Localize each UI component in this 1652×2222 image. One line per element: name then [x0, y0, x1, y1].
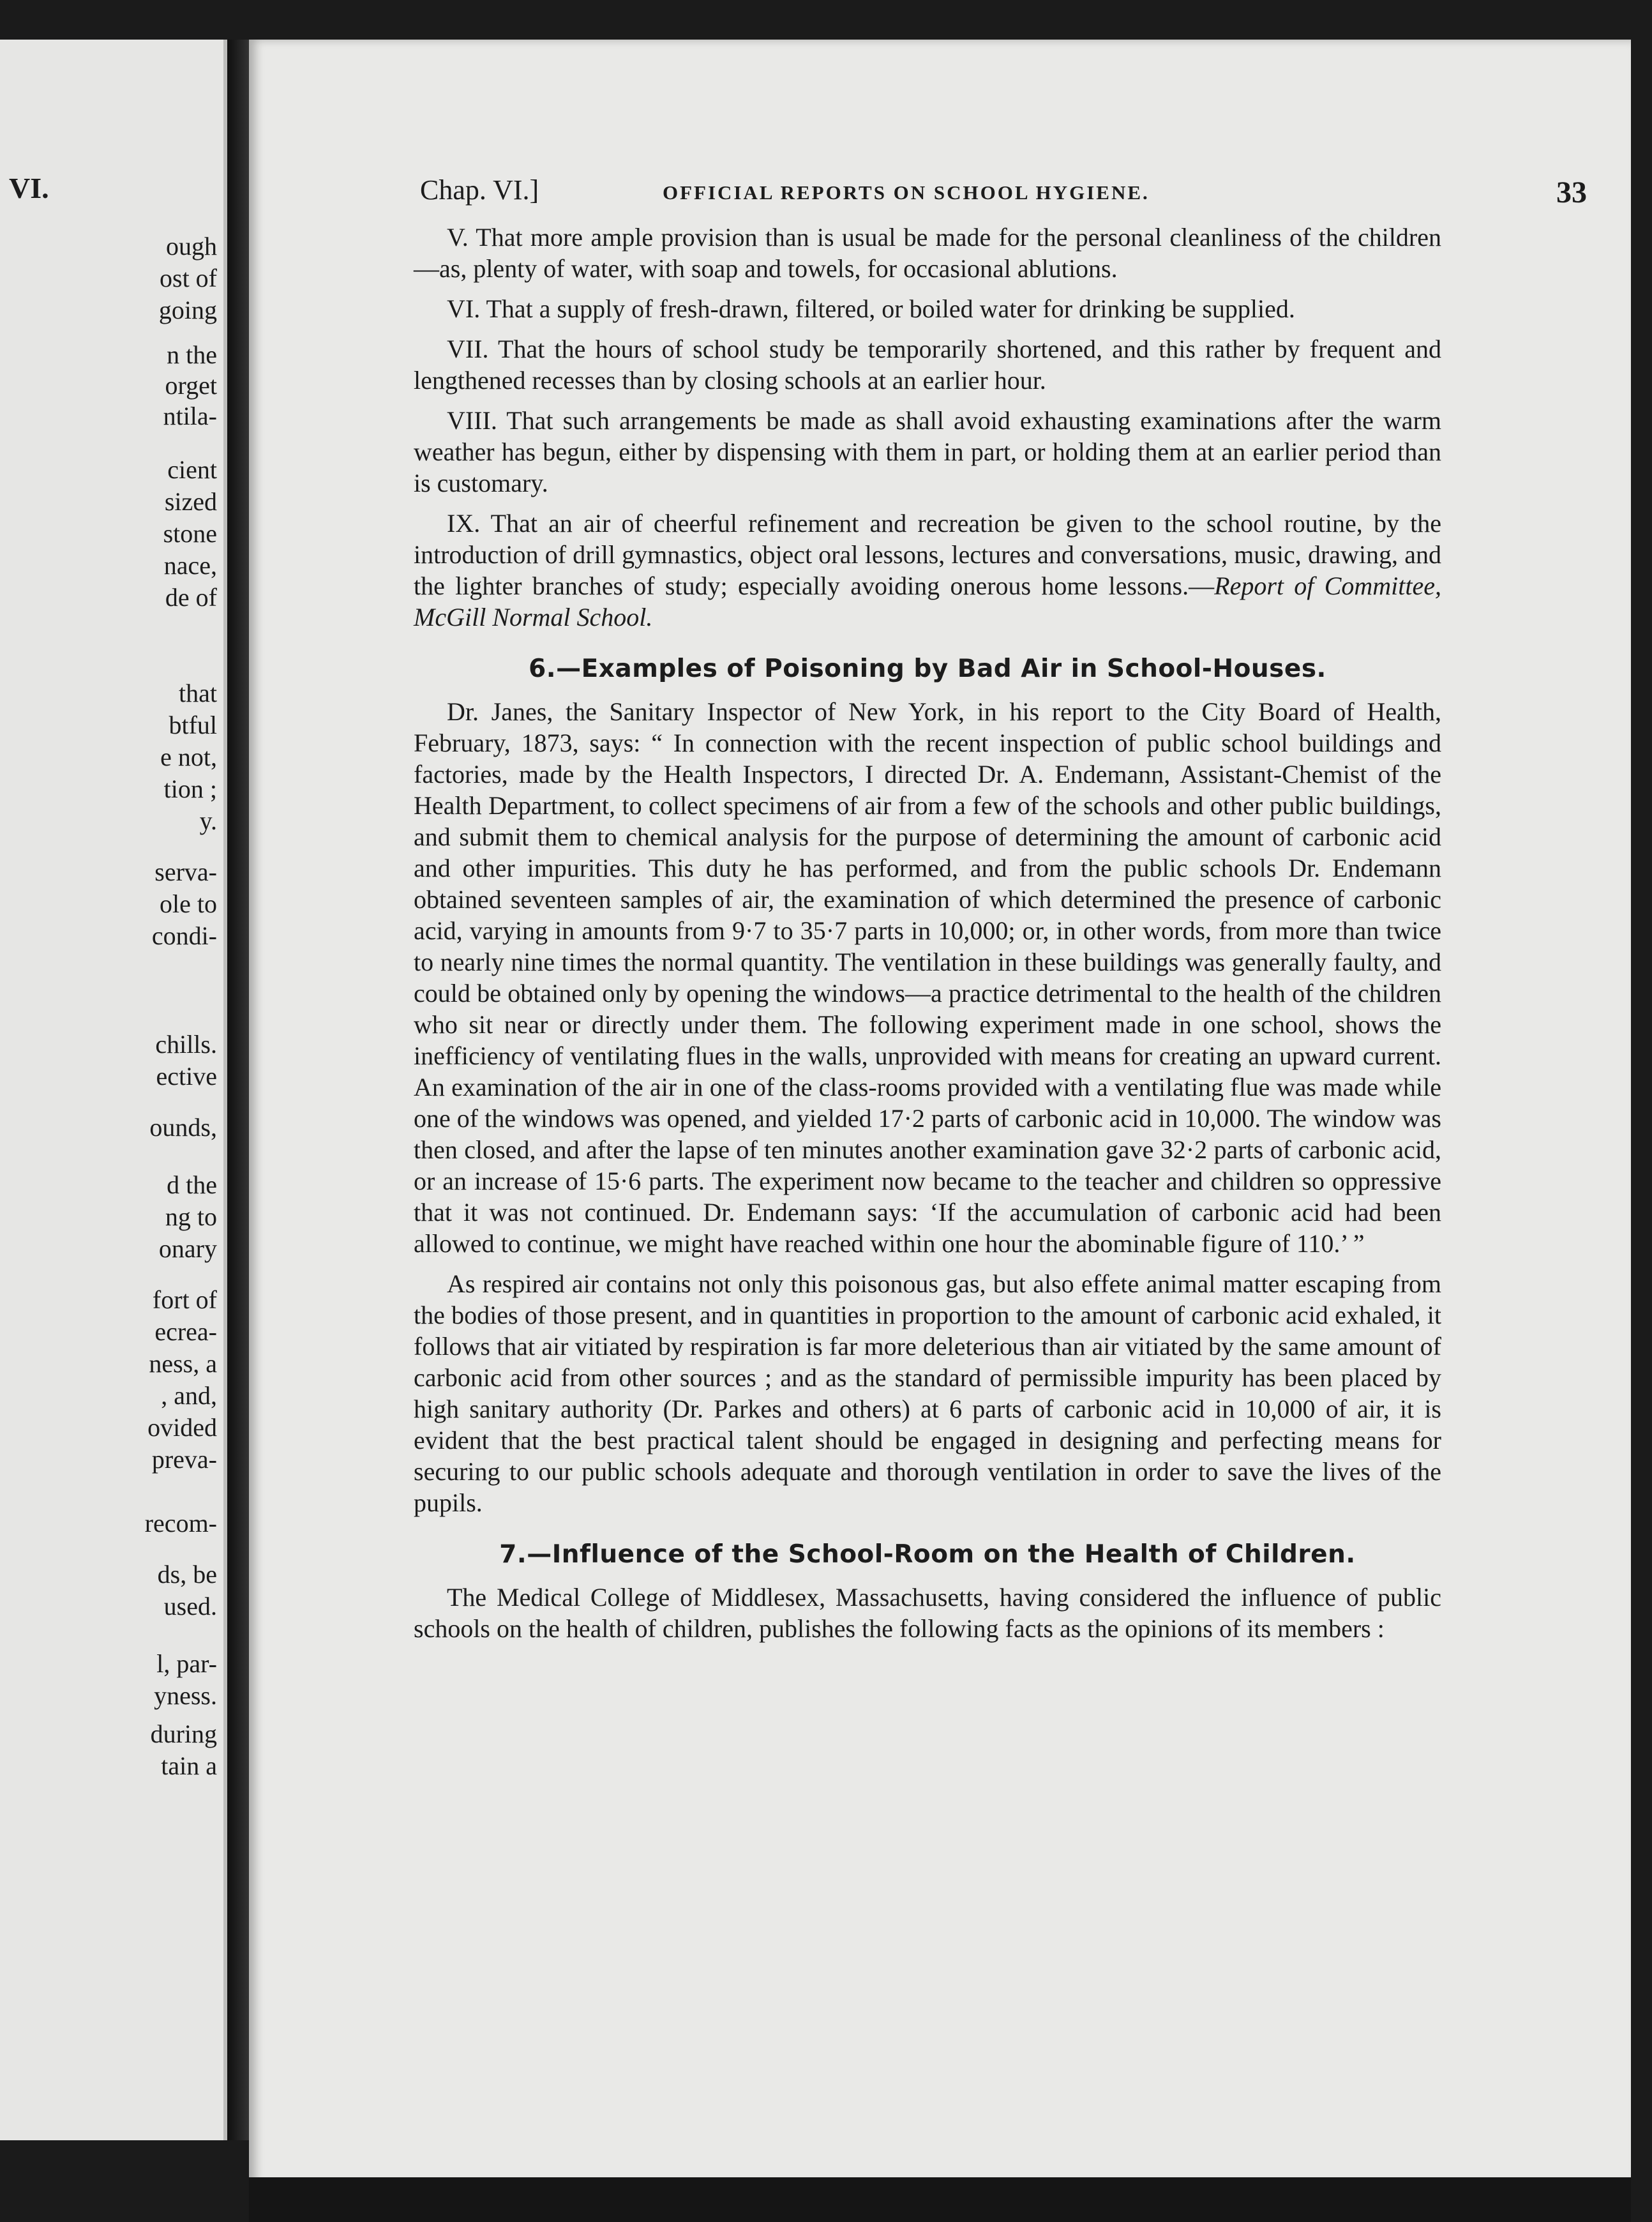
resolution-ix-text: IX. That an air of cheerful refinement and recreation be given to the school routine, by the introduction of drill gymnastics, object oral lessons, lectures and conversations, music, drawing, and the lighter branches of study; especially avoiding onerous home lessons.—	[414, 509, 1441, 600]
previous-page-line: onary	[158, 1234, 217, 1263]
previous-page-line: fort of	[152, 1285, 217, 1314]
previous-page-line: cient	[167, 455, 217, 484]
paragraph-resolution-vii: VII. That the hours of school study be temporarily shortened, and this rather by frequent and lengthened recesses than by closing schools at an earlier hour.	[414, 335, 1441, 395]
paragraph-medical-college: The Medical College of Middlesex, Massachusetts, having considered the influence of public schools on the health of children, publishes the following facts as the opinions of its members :	[414, 1583, 1441, 1643]
citation: Report of Committee, McGill Normal School.	[414, 571, 1442, 631]
previous-page-line: de of	[165, 583, 217, 612]
chapter-reference: Chap. VI.]	[420, 174, 539, 206]
previous-page-line: l, par-	[156, 1649, 217, 1678]
paragraph-respired-air: As respired air contains not only this poisonous gas, but also effete animal matter escaping from the bodies of those present, and in quantities in proportion to the amount of carbonic acid exhaled, it follows that air vitiated by respiration is far more deleterious than air vitiated by the same amount of carbonic acid from other sources ; and as the standard of permissible impurity has been placed by high sanitary authority (Dr. Parkes and others) at 6 parts of carbonic acid in 10,000 of air, it is evident that the best practical talent should be engaged in designing and perfecting means for securing to our public schools adequate and thorough ventilation in order to save the lives of the pupils.	[414, 1269, 1441, 1517]
previous-page-chapter-header: VI.	[9, 172, 49, 204]
previous-page-line: ost of	[160, 264, 217, 292]
previous-page-line: chills.	[155, 1030, 217, 1059]
previous-page-line: ds, be	[157, 1560, 217, 1589]
book-page	[249, 40, 1631, 2185]
page-body	[414, 222, 1441, 1653]
previous-page-line: ough	[166, 232, 217, 261]
paragraph-dr-janes-report: Dr. Janes, the Sanitary Inspector of New York, in his report to the City Board of Health, February, 1873, says: “ In connection with the recent inspection of public school buildings and factories, made by the Health Inspectors, I directed Dr. A. Endemann, Assistant-Chemist of the Health Department, to collect specimens of air from a few of the schools and other public buildings, and submit them to chemical analysis for the purpose of determining the amount of carbonic acid and other impurities. This duty he has performed, and from the public schools Dr. Endemann obtained seventeen samples of air, the examination of which determined the presence of carbonic acid, varying in amounts from 9·7 to 35·7 parts in 10,000; or, in other words, from more than twice to nearly nine times the normal quantity. The ventilation in these buildings was generally faulty, and could be obtained only by opening the windows—a practice detrimental to the health of the children who sit near or directly under them. The following experiment made in one school, shows the inefficiency of ventilating flues in the walls, unprovided with means for creating an upward current. An examination of the air in one of the class-rooms provided with a ventilating flue was made while one of the windows was opened, and yielded 17·2 parts of carbonic acid in 10,000. The window was then closed, and after the lapse of ten minutes another examination gave 32·2 parts of carbonic acid, or an increase of 15·6 parts. The experiment now became to the teacher and children so oppressive that it was not continued. Dr. Endemann says: ‘If the accumulation of carbonic acid had been allowed to continue, we might have reached within one hour the abominable figure of 110.’ ”	[414, 697, 1441, 1258]
paragraph-resolution-viii: VIII. That such arrangements be made as shall avoid exhausting examinations after the warm weather has begun, either by dispensing with them in part, or holding them at an earlier period than is customary.	[414, 406, 1441, 497]
previous-page-line: recom-	[144, 1509, 217, 1538]
previous-page-line: condi-	[151, 921, 217, 950]
previous-page-line: d the	[167, 1170, 217, 1199]
section-heading-7: 7.—Influence of the School-Room on the Health of Children.	[499, 1540, 1356, 1569]
previous-page-line: used.	[163, 1592, 217, 1621]
previous-page-line: serva-	[154, 858, 217, 886]
previous-page-line: ecrea-	[154, 1317, 217, 1346]
previous-page-edge	[0, 40, 227, 2140]
page-bottom-shadow	[249, 2177, 1631, 2222]
previous-page-line: that	[179, 679, 217, 707]
page-number: 33	[1556, 176, 1587, 209]
previous-page-line: , and,	[161, 1381, 217, 1410]
previous-page-line: nace,	[163, 551, 217, 580]
previous-page-line: ounds,	[149, 1113, 217, 1142]
previous-page-line: ective	[156, 1062, 217, 1091]
previous-page-line: n the	[167, 340, 217, 369]
section-heading-6: 6.—Examples of Poisoning by Bad Air in School-Houses.	[529, 654, 1326, 683]
previous-page-line: sized	[164, 487, 217, 516]
previous-page-line: stone	[163, 519, 217, 548]
paragraph-resolution-vi: VI. That a supply of fresh-drawn, filtered, or boiled water for drinking be supplied.	[447, 294, 1295, 323]
previous-page-line: ntila-	[163, 402, 217, 430]
previous-page-line: preva-	[151, 1445, 217, 1474]
paragraph-resolution-ix	[414, 508, 1441, 633]
previous-page-line: ness, a	[149, 1349, 217, 1378]
previous-page-line: ovided	[147, 1413, 217, 1442]
previous-page-line: ole to	[160, 889, 217, 918]
running-head	[420, 167, 1587, 218]
previous-page-line: y.	[199, 806, 217, 835]
previous-page-line: e not,	[160, 743, 217, 771]
previous-page-line: tion ;	[163, 775, 217, 803]
running-head-title: OFFICIAL REPORTS ON SCHOOL HYGIENE.	[663, 181, 1150, 204]
previous-page-line: going	[158, 296, 217, 324]
previous-page-line: tain a	[161, 1751, 217, 1780]
previous-page-line: ng to	[165, 1202, 217, 1231]
previous-page-line: orget	[165, 371, 217, 400]
previous-page-line: yness.	[154, 1681, 217, 1710]
previous-page-line: btful	[169, 711, 217, 739]
previous-page-line: during	[150, 1719, 217, 1748]
paragraph-resolution-v: V. That more ample provision than is usual be made for the personal cleanliness of the children—as, plenty of water, with soap and towels, for occasional ablutions.	[414, 223, 1441, 283]
